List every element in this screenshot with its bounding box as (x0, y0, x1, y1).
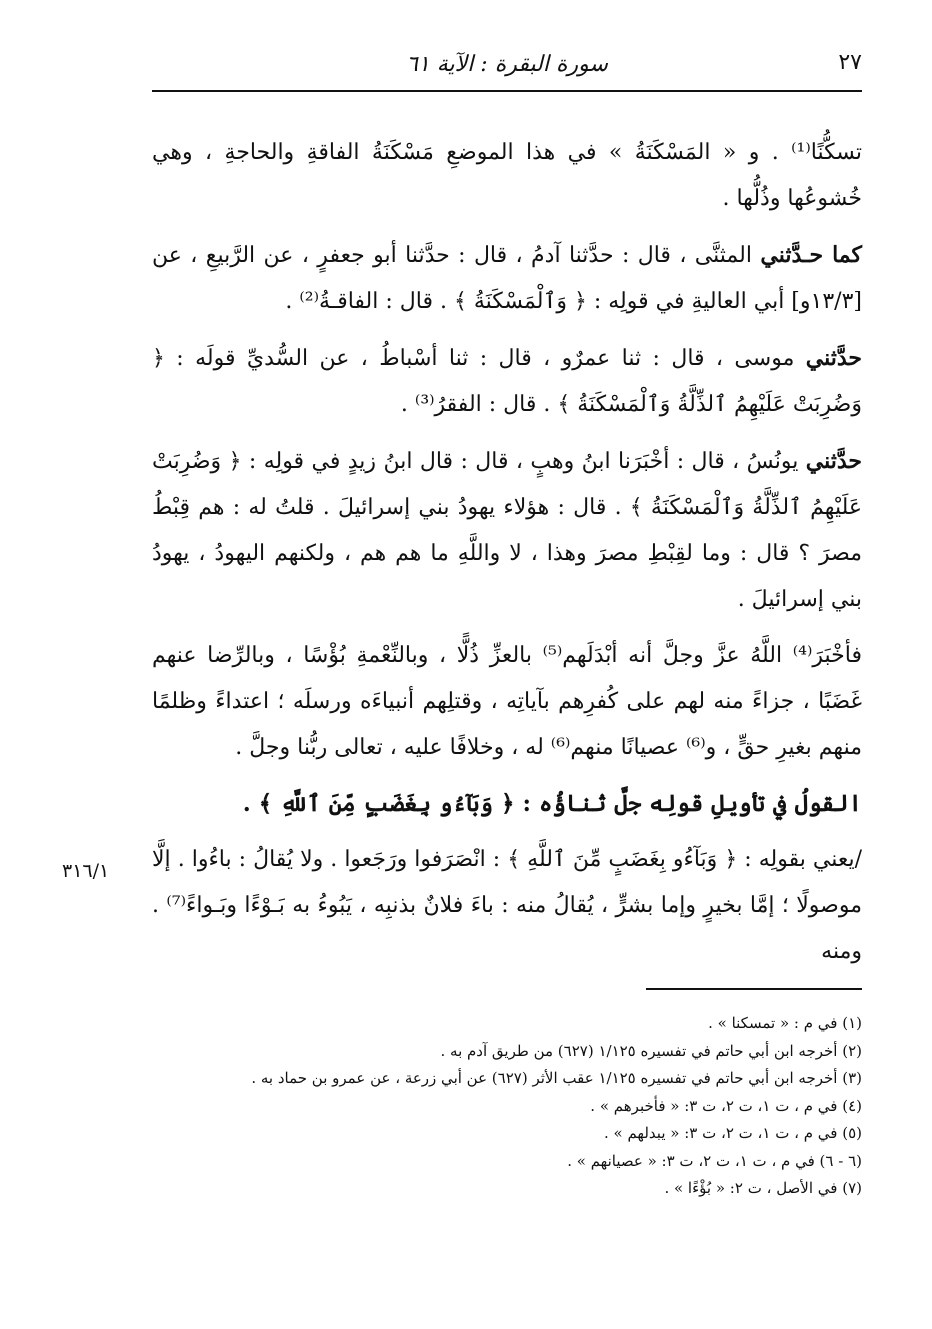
main-text (152, 130, 862, 985)
footnote-1: (١) في م : « تمسكنا » . (708, 1014, 862, 1032)
footnote-6: (٦ - ٦) في م ، ت ١، ت ٢، ت ٣: « عصيانهم » . (567, 1151, 862, 1170)
paragraph-3-lead: حدَّثني (805, 345, 862, 371)
paragraph-2 (152, 232, 862, 325)
section-heading: القولُ في تأويلِ قولِه جلَّ ثناؤُه : ﴿ وَبَآءُو بِغَضَبٍ مِّنَ ٱللَّهِ ﴾ . (242, 790, 862, 817)
paragraph-5: فأخْبَرَ⁽⁴⁾ اللَّهُ عزَّ وجلَّ أنه أبْدَلَهم⁽⁵⁾ بالعزِّ ذُلًّا ، وبالنِّعْمةِ بُؤْسًا ، وبالرِّضا عنهم غَضَبًا ، جزاءً منه لهم على كُفرِهم بآياتِه ، وقتلِهم أنبياءَه ورسلَه ؛ اعتداءً وظلمًا منهم بغيرِ حقٍّ ، و⁽⁶⁾ عصيانًا منهم⁽⁶⁾ له ، وخلافًا عليه ، تعالى ربُّنا وجلَّ . (152, 643, 862, 760)
footnote-divider (646, 988, 862, 990)
footnote-7: (٧) في الأصل ، ت ٢: « بُؤْءًا » . (664, 1179, 862, 1197)
footnote-2: (٢) أخرجه ابن أبي حاتم في تفسيره ١/١٢٥ (٦٢٧) من طريق آدم به . (440, 1041, 862, 1060)
footnote-4: (٤) في م ، ت ١، ت ٢، ت ٣: « فأخبرهم » . (590, 1096, 862, 1115)
page-number: ٢٧ (838, 50, 862, 75)
paragraph-4 (152, 438, 862, 623)
running-header (152, 50, 862, 92)
paragraph-1: تسكُّنًا⁽¹⁾ . و « المَسْكَنَةُ » في هذا الموضعِ مَسْكَنَةُ الفاقةِ والحاجةِ ، وهي خُشوعُها وذُلُّها . (152, 140, 862, 211)
paragraph-2-text: المثنَّى ، قال : حدَّثنا آدمُ ، قال : حدَّثنا أبو جعفرٍ ، عن الرَّبيعِ ، عن [١٣/٣و] أبي العاليةِ في قولِه : ﴿ وَٱلْمَسْكَنَةُ ﴾ . قال : الفاقـةُ⁽²⁾ . (152, 243, 862, 314)
margin-reference: ٣١٦/١ (62, 860, 110, 882)
paragraph-3 (152, 335, 862, 428)
paragraph-3-text: موسى ، قال : ثنا عمرٌو ، قال : ثنا أسْباطُ ، عن السُّديِّ قولَه : ﴿ وَضُرِبَتْ عَلَيْهِمُ ٱلذِّلَّةُ وَٱلْمَسْكَنَةُ ﴾ . قال : الفقرُ⁽³⁾ . (152, 346, 862, 417)
paragraph-2-lead: كما حـدَّثني (760, 242, 862, 268)
running-title: سورة البقرة : الآية ٦١ (406, 52, 608, 77)
paragraph-4-lead: حدَّثني (805, 448, 862, 474)
paragraph-4-text: يونُسُ ، قال : أخْبَرَنا ابنُ وهبٍ ، قال : قال ابنُ زيدٍ في قولِه : ﴿ وَضُرِبَتْ عَلَيْهِمُ ٱلذِّلَّةُ وَٱلْمَسْكَنَةُ ﴾ . قال : هؤلاء يهودُ بني إسرائيلَ . قلتُ له : هم قِبْطُ مصرَ ؟ قال : وما لقِبْطِ مصرَ وهذا ، لا واللَّهِ ما هم هم ، ولكنهم اليهودُ ، يهودُ بني إسرائيلَ . (152, 449, 862, 612)
footnotes (152, 1010, 862, 1203)
footnote-3: (٣) أخرجه ابن أبي حاتم في تفسيره ١/١٢٥ عقب الأثر (٦٢٧) عن أبي زرعة ، عن عمرو بن حماد به . (251, 1069, 862, 1087)
paragraph-6: /يعني بقولِه : ﴿ وَبَآءُو بِغَضَبٍ مِّنَ ٱللَّهِ ﴾ : انْصَرَفوا ورَجَعوا . ولا يُقالُ : باءُوا . إلَّا موصولًا ؛ إمَّا بخيرٍ وإما بشرٍّ ، يُقالُ منه : باءَ فلانٌ بذنبِه ، يَبُوءُ به بَـوْءًا وبَـواءً⁽⁷⁾ . ومنه (152, 847, 862, 964)
footnote-5: (٥) في م ، ت ١، ت ٢، ت ٣: « يبدلهم » . (603, 1124, 862, 1142)
